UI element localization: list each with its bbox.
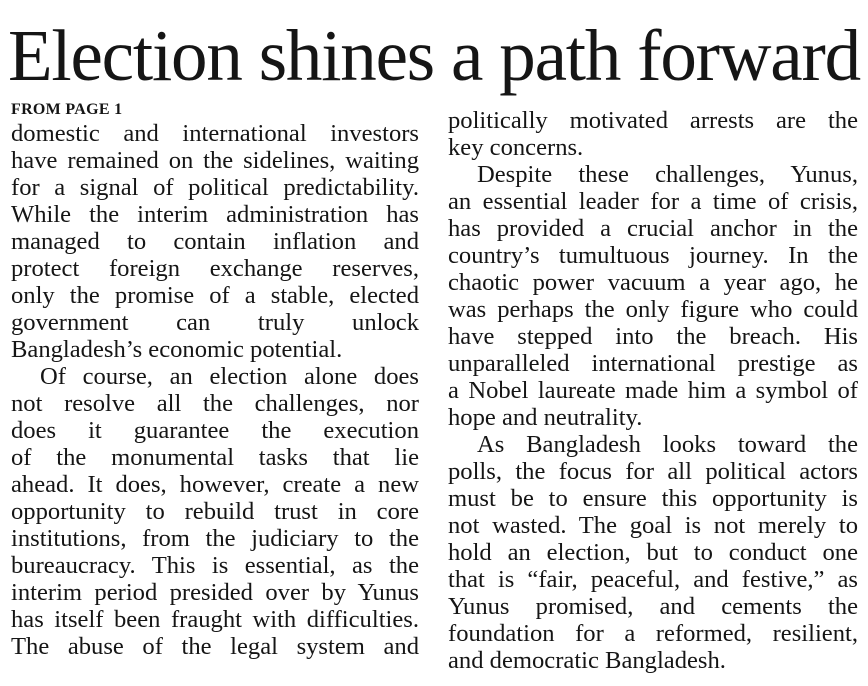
text-line: interim period presided over by Yunus bbox=[11, 579, 419, 606]
text-line: have stepped into the breach. His bbox=[448, 323, 858, 350]
text-line: has itself been fraught with difficulties. bbox=[11, 606, 419, 633]
right-text-column bbox=[448, 107, 858, 674]
text-line: that is “fair, peaceful, and festive,” as bbox=[448, 566, 858, 593]
text-line: a Nobel laureate made him a symbol of bbox=[448, 377, 858, 404]
right-column-lines bbox=[448, 107, 858, 674]
text-line: unparalleled international prestige as bbox=[448, 350, 858, 377]
text-line: an essential leader for a time of crisis, bbox=[448, 188, 858, 215]
text-line: does it guarantee the execution bbox=[11, 417, 419, 444]
text-line: Despite these challenges, Yunus, bbox=[477, 161, 858, 188]
text-line: has provided a crucial anchor in the bbox=[448, 215, 858, 242]
text-line: not wasted. The goal is not merely to bbox=[448, 512, 858, 539]
text-line: The abuse of the legal system and bbox=[11, 633, 419, 660]
text-line: government can truly unlock bbox=[11, 309, 419, 336]
text-line: must be to ensure this opportunity is bbox=[448, 485, 858, 512]
left-text-column bbox=[11, 101, 419, 660]
text-line: country’s tumultuous journey. In the bbox=[448, 242, 858, 269]
text-line: politically motivated arrests are the bbox=[448, 107, 858, 134]
text-line: hold an election, but to conduct one bbox=[448, 539, 858, 566]
text-line: was perhaps the only figure who could bbox=[448, 296, 858, 323]
text-line: ahead. It does, however, create a new bbox=[11, 471, 419, 498]
text-line: Of course, an election alone does bbox=[40, 363, 419, 390]
text-line: key concerns. bbox=[448, 134, 584, 161]
text-line: opportunity to rebuild trust in core bbox=[11, 498, 419, 525]
text-line: have remained on the sidelines, waiting bbox=[11, 147, 419, 174]
text-line: As Bangladesh looks toward the bbox=[477, 431, 858, 458]
text-line: hope and neutrality. bbox=[448, 404, 643, 431]
text-line: managed to contain inflation and bbox=[11, 228, 419, 255]
text-line: domestic and international investors bbox=[11, 120, 419, 147]
text-line: foundation for a reformed, resilient, bbox=[448, 620, 858, 647]
left-column-lines bbox=[11, 120, 419, 660]
article-headline: Election shines a path forward bbox=[8, 15, 860, 96]
text-line: Bangladesh’s economic potential. bbox=[11, 336, 343, 363]
text-line: While the interim administration has bbox=[11, 201, 419, 228]
text-line: chaotic power vacuum a year ago, he bbox=[448, 269, 858, 296]
text-line: bureaucracy. This is essential, as the bbox=[11, 552, 419, 579]
text-line: institutions, from the judiciary to the bbox=[11, 525, 419, 552]
text-line: for a signal of political predictability. bbox=[11, 174, 419, 201]
text-line: Yunus promised, and cements the bbox=[448, 593, 858, 620]
text-line: not resolve all the challenges, nor bbox=[11, 390, 419, 417]
continuation-kicker: FROM PAGE 1 bbox=[11, 101, 123, 118]
text-line: only the promise of a stable, elected bbox=[11, 282, 419, 309]
text-line: and democratic Bangladesh. bbox=[448, 647, 726, 674]
text-line: of the monumental tasks that lie bbox=[11, 444, 419, 471]
text-line: protect foreign exchange reserves, bbox=[11, 255, 419, 282]
text-line: polls, the focus for all political actors bbox=[448, 458, 858, 485]
